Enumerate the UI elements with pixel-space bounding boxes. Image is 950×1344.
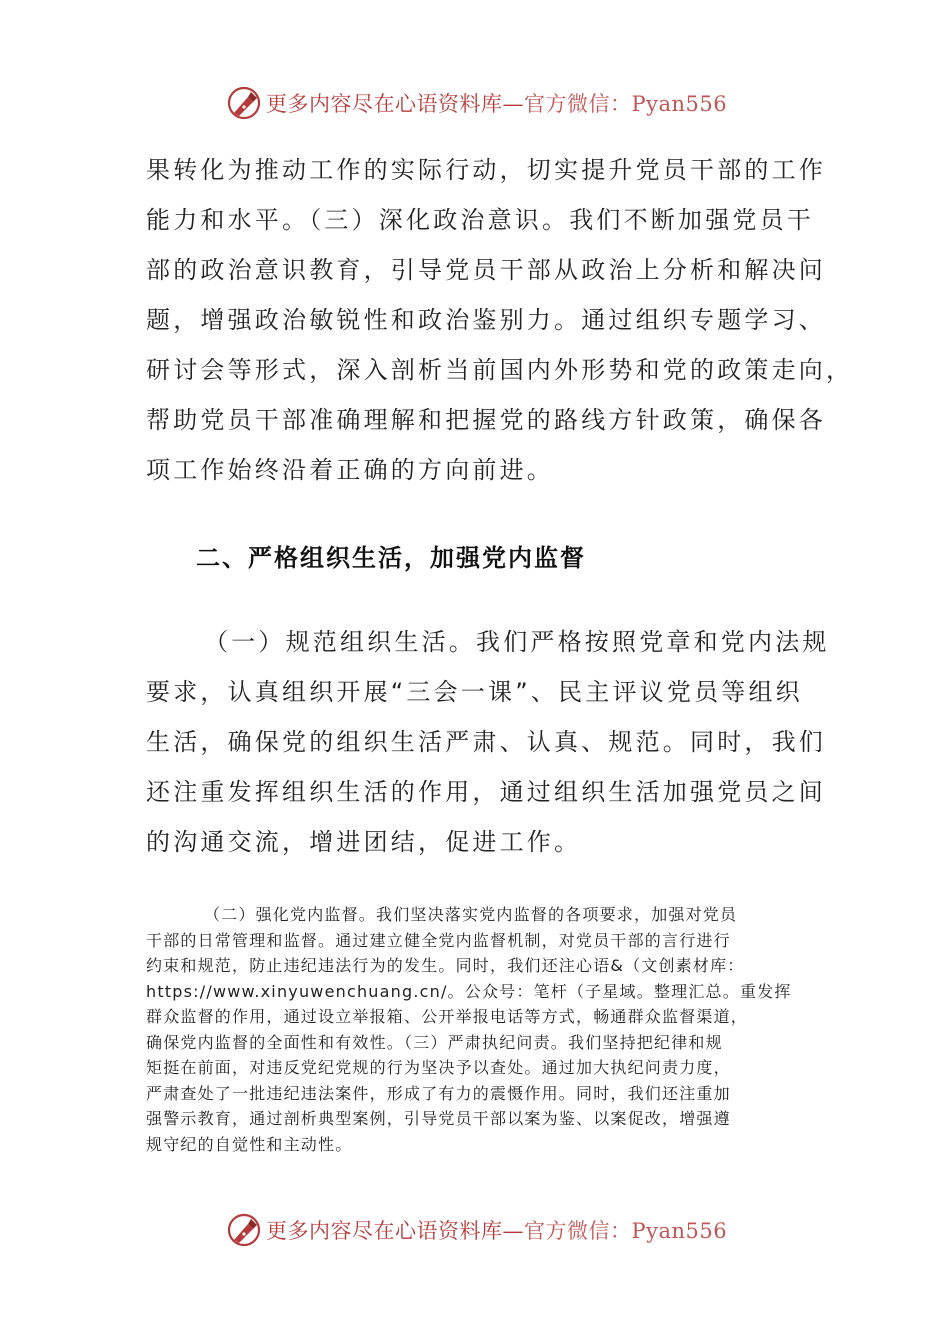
section-heading: 二、严格组织生活，加强党内监督 (196, 544, 586, 572)
footer-banner (226, 1210, 727, 1250)
text-line: 项工作始终沿着正确的方向前进。 (146, 456, 554, 484)
text-line: 题，增强政治敏锐性和政治鉴别力。通过组织专题学习、 (146, 306, 826, 334)
text-line: 规守纪的自觉性和主动性。 (146, 1134, 353, 1154)
text-line: 强警示教育，通过剖析典型案例，引导党员干部以案为鉴、以案促改，增强遵 (146, 1109, 731, 1128)
pen-nib-logo-icon (226, 1212, 262, 1248)
paragraph-continuation (146, 145, 854, 495)
banner-wechat: 官方微信：Pyan556 (524, 1219, 728, 1243)
text-line: https://www.xinyuwenchuang.cn/。公众号：笔杆（子星域。整理汇总。重发挥 (146, 981, 792, 1001)
banner-wechat: 官方微信：Pyan556 (524, 92, 728, 116)
text-line: （一）规范组织生活。我们严格按照党章和党内法规 (204, 628, 830, 656)
paragraph-supervision (146, 902, 806, 1157)
text-line: 干部的日常管理和监督。通过建立健全党内监督机制，对党员干部的言行进行 (146, 930, 731, 950)
text-line: 要求，认真组织开展“三会一课”、民主评议党员等组织 (146, 678, 803, 706)
text-line: （二）强化党内监督。我们坚决落实党内监督的各项要求，加强对党员 (204, 905, 738, 924)
text-line: 还注重发挥组织生活的作用，通过组织生活加强党员之间 (146, 778, 826, 806)
text-line: 研讨会等形式，深入剖析当前国内外形势和党的政策走向， (146, 356, 854, 384)
text-line: 确保党内监督的全面性和有效性。（三）严肃执纪问责。我们坚持把纪律和规 (146, 1032, 723, 1052)
text-line: 帮助党员干部准确理解和把握党的路线方针政策，确保各 (146, 406, 826, 434)
banner-text: 更多内容尽在心语资料库— (266, 1219, 524, 1243)
text-line: 的沟通交流，增进团结，促进工作。 (146, 828, 582, 856)
text-line: 能力和水平。（三）深化政治意识。我们不断加强党员干 (146, 206, 814, 234)
text-line: 约束和规范，防止违纪违法行为的发生。同时，我们还注心语&（文创素材库： (146, 956, 745, 975)
text-line: 部的政治意识教育，引导党员干部从政治上分析和解决问 (146, 256, 826, 284)
text-line: 果转化为推动工作的实际行动，切实提升党员干部的工作 (146, 156, 826, 184)
text-line: 严肃查处了一批违纪违法案件，形成了有力的震慑作用。同时，我们还注重加 (146, 1083, 731, 1103)
paragraph-organization-life (146, 617, 830, 867)
text-line: 生活，确保党的组织生活严肃、认真、规范。同时，我们 (146, 728, 826, 756)
pen-nib-logo-icon (226, 85, 262, 121)
header-banner (226, 83, 727, 123)
text-line: 群众监督的作用，通过设立举报箱、公开举报电话等方式，畅通群众监督渠道， (146, 1007, 749, 1026)
text-line: 矩挺在前面，对违反党纪党规的行为坚决予以查处。通过加大执纪问责力度， (146, 1058, 731, 1077)
banner-text: 更多内容尽在心语资料库— (266, 92, 524, 116)
